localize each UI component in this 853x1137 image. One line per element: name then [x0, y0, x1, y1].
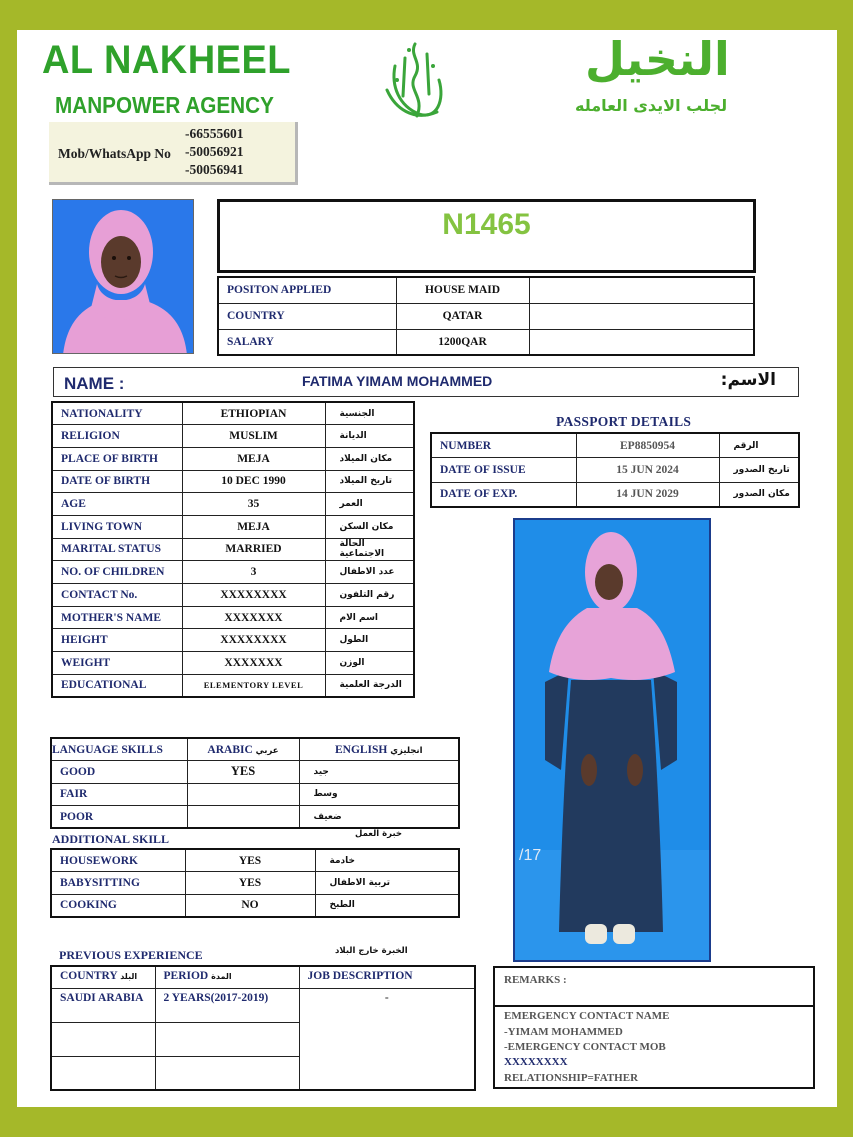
table-row: [51, 849, 459, 872]
field-label: PLACE OF BIRTH: [52, 447, 182, 470]
table-row: [218, 277, 754, 303]
field-value: XXXXXXX: [182, 606, 325, 629]
field-value: MUSLIM: [182, 425, 325, 448]
table-row: [51, 966, 475, 988]
remarks-label: REMARKS :: [504, 974, 567, 986]
field-value: YES: [187, 761, 299, 784]
passport-table: [430, 432, 800, 508]
candidate-name: FATIMA YIMAM MOHAMMED: [302, 373, 493, 389]
table-row: [52, 674, 414, 697]
table-row: [218, 329, 754, 355]
field-label-ar: الوزن: [325, 652, 414, 675]
field-value: 15 JUN 2024: [576, 458, 719, 483]
passport-title: PASSPORT DETAILS: [556, 414, 692, 429]
column-label: ENGLISH: [334, 743, 388, 756]
field-value: 3: [182, 561, 325, 584]
field-label: SALARY: [218, 329, 396, 355]
field-value: MEJA: [182, 447, 325, 470]
remarks-line: XXXXXXXX: [504, 1056, 568, 1068]
field-value: SAUDI ARABIA: [51, 988, 155, 1022]
field-label-ar: ضعيف: [299, 806, 459, 829]
table-row: [431, 482, 799, 507]
table-row: [431, 433, 799, 458]
brand-name-en: AL NAKHEEL: [42, 38, 291, 82]
field-value: MEJA: [182, 515, 325, 538]
table-row: [52, 493, 414, 516]
field-value: ELEMENTORY LEVEL: [182, 674, 325, 697]
field-label-ar: العمر: [325, 493, 414, 516]
field-label-ar: مكان الصدور: [719, 482, 799, 507]
phone-number: -66555601: [185, 126, 244, 141]
table-row: [51, 806, 459, 829]
table-row: [51, 783, 459, 806]
field-label-ar: الرقم: [719, 433, 799, 458]
field-label-ar: تاريخ الميلاد: [325, 470, 414, 493]
field-label-ar: الديانة: [325, 425, 414, 448]
phone-number: -50056921: [185, 144, 244, 159]
field-value: [187, 783, 299, 806]
empty-cell: [529, 329, 754, 355]
table-row: [52, 470, 414, 493]
remarks-line: EMERGENCY CONTACT NAME: [504, 1010, 670, 1022]
column-header: [299, 738, 459, 761]
language-skills-table: [50, 737, 460, 829]
column-header: [187, 738, 299, 761]
empty-cell: [51, 1056, 155, 1090]
field-label-ar: الطبخ: [315, 894, 459, 917]
field-label: MARITAL STATUS: [52, 538, 182, 561]
column-label: ARABIC: [207, 743, 253, 756]
field-value: NO: [185, 894, 315, 917]
field-label-ar: الجنسية: [325, 402, 414, 425]
table-row: [51, 738, 459, 761]
table-row: [52, 561, 414, 584]
table-row: [52, 584, 414, 607]
field-label: HOUSEWORK: [51, 849, 185, 872]
table-row: [51, 988, 475, 1022]
field-value: 14 JUN 2029: [576, 482, 719, 507]
empty-cell: [155, 1022, 299, 1056]
column-header: [51, 966, 155, 988]
table-row: [52, 629, 414, 652]
portrait-photo: [52, 199, 194, 354]
remarks-line: -YIMAM MOHAMMED: [504, 1026, 623, 1038]
field-label-ar: تربية الاطفال: [315, 872, 459, 895]
column-label-ar: المدة: [211, 972, 232, 981]
field-label: AGE: [52, 493, 182, 516]
remarks-box: [493, 966, 815, 1089]
empty-cell: [51, 1022, 155, 1056]
brand-name-ar: النخيل: [585, 32, 730, 86]
column-label: COUNTRY: [60, 970, 118, 982]
field-label: DATE OF BIRTH: [52, 470, 182, 493]
empty-cell: [529, 277, 754, 303]
field-label: COOKING: [51, 894, 185, 917]
field-label: NUMBER: [431, 433, 576, 458]
additional-skill-title-ar: خبرة العمل: [355, 829, 403, 839]
field-label: MOTHER'S NAME: [52, 606, 182, 629]
column-header: JOB DESCRIPTION: [299, 966, 475, 988]
photo-text: /17: [519, 847, 542, 864]
field-label: DATE OF EXP.: [431, 482, 576, 507]
field-value: QATAR: [396, 303, 529, 329]
field-value: -: [299, 988, 475, 1090]
additional-skill-title: ADDITIONAL SKILL: [52, 832, 170, 846]
column-label-ar: انجليزي: [390, 745, 423, 756]
field-label-ar: الدرجة العلمية: [325, 674, 414, 697]
field-label: EDUCATIONAL: [52, 674, 182, 697]
column-header: [155, 966, 299, 988]
table-row: [51, 872, 459, 895]
divider: [495, 1005, 813, 1007]
table-row: [52, 447, 414, 470]
field-value: XXXXXXXX: [182, 629, 325, 652]
remarks-line: RELATIONSHIP=FATHER: [504, 1072, 639, 1084]
field-label: NO. OF CHILDREN: [52, 561, 182, 584]
table-row: [218, 303, 754, 329]
additional-skills-table: [50, 848, 460, 918]
field-label-ar: عدد الاطفال: [325, 561, 414, 584]
field-value: ETHIOPIAN: [182, 402, 325, 425]
field-value: HOUSE MAID: [396, 277, 529, 303]
field-value: XXXXXXX: [182, 652, 325, 675]
field-label: HEIGHT: [52, 629, 182, 652]
field-label-ar: رقم التلفون: [325, 584, 414, 607]
name-bar: [53, 367, 799, 397]
table-row: [52, 652, 414, 675]
field-label: POOR: [51, 806, 187, 829]
previous-experience-title-ar: الخبرة خارج البلاد: [335, 946, 408, 956]
table-row: [52, 538, 414, 561]
brand-tagline-ar: لجلب الايدى العامله: [575, 96, 728, 115]
table-row: [52, 515, 414, 538]
field-label: LANGUAGE SKILLS: [51, 738, 187, 761]
field-label: CONTACT No.: [52, 584, 182, 607]
field-label-ar: الطول: [325, 629, 414, 652]
contact-label: Mob/WhatsApp No: [58, 146, 171, 161]
field-label-ar: الحالة الاجتماعية: [325, 538, 414, 561]
brand-tagline-en: MANPOWER AGENCY: [55, 92, 274, 118]
field-value: EP8850954: [576, 433, 719, 458]
column-label-ar: البلد: [120, 972, 138, 981]
name-label-ar: الاسم:: [720, 370, 776, 390]
table-row: [52, 425, 414, 448]
field-value: 2 YEARS(2017-2019): [155, 988, 299, 1022]
column-label-ar: عربي: [255, 745, 279, 756]
experience-table: [50, 965, 476, 1091]
table-row: [51, 894, 459, 917]
field-label: NATIONALITY: [52, 402, 182, 425]
field-label: BABYSITTING: [51, 872, 185, 895]
field-value: 35: [182, 493, 325, 516]
field-label: GOOD: [51, 761, 187, 784]
field-value: MARRIED: [182, 538, 325, 561]
field-label-ar: خادمة: [315, 849, 459, 872]
empty-cell: [155, 1056, 299, 1090]
table-row: [431, 458, 799, 483]
field-label: COUNTRY: [218, 303, 396, 329]
table-row: [52, 606, 414, 629]
calligraphy-logo: [379, 36, 451, 126]
field-value: XXXXXXXX: [182, 584, 325, 607]
field-label-ar: اسم الام: [325, 606, 414, 629]
previous-experience-title: PREVIOUS EXPERIENCE: [59, 948, 203, 962]
field-label: RELIGION: [52, 425, 182, 448]
field-value: 1200QAR: [396, 329, 529, 355]
full-body-photo: [513, 518, 711, 962]
field-label-ar: مكان السكن: [325, 515, 414, 538]
name-label: NAME :: [64, 374, 125, 393]
field-label: WEIGHT: [52, 652, 182, 675]
field-value: YES: [185, 849, 315, 872]
field-value: YES: [185, 872, 315, 895]
field-label: DATE OF ISSUE: [431, 458, 576, 483]
reference-code: N1465: [442, 208, 531, 241]
table-row: [51, 761, 459, 784]
field-value: 10 DEC 1990: [182, 470, 325, 493]
field-label-ar: تاريخ الصدور: [719, 458, 799, 483]
field-label-ar: جيد: [299, 761, 459, 784]
table-row: [52, 402, 414, 425]
contact-box: [49, 122, 298, 185]
field-label: LIVING TOWN: [52, 515, 182, 538]
personal-info-table: [51, 401, 415, 698]
cv-page: [17, 30, 837, 1107]
field-label: POSITON APPLIED: [218, 277, 396, 303]
position-table: [217, 276, 755, 356]
column-label: PERIOD: [163, 970, 209, 982]
empty-cell: [529, 303, 754, 329]
field-value: [187, 806, 299, 829]
phone-number: -50056941: [185, 162, 244, 177]
remarks-line: -EMERGENCY CONTACT MOB: [504, 1041, 666, 1053]
field-label-ar: وسط: [299, 783, 459, 806]
field-label-ar: مكان الميلاد: [325, 447, 414, 470]
reference-box: [217, 199, 756, 273]
field-label: FAIR: [51, 783, 187, 806]
